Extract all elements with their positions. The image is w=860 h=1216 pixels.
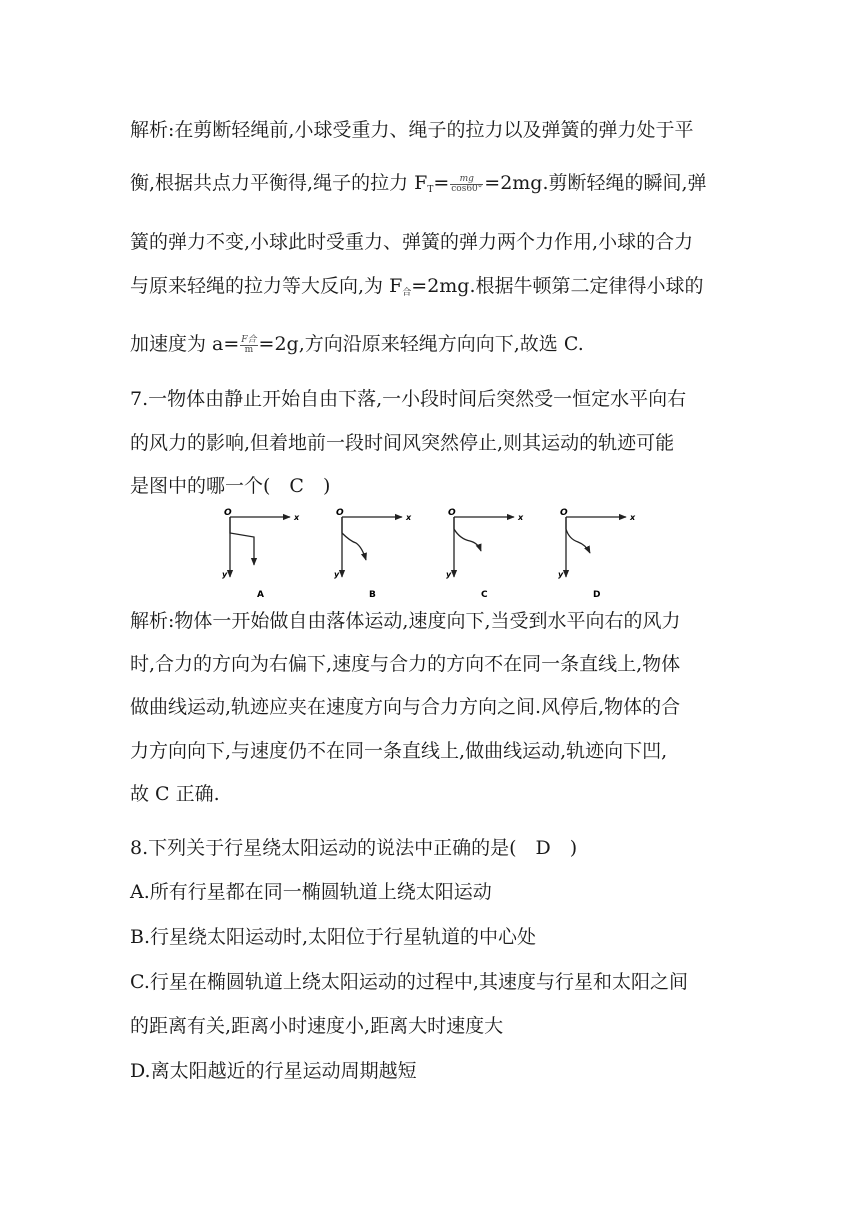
option-label-d: D <box>593 590 601 600</box>
text-segment: =2g,方向沿原来轻绳方向向下,故选 C. <box>258 333 584 355</box>
analysis-6-line-3: 簧的弹力不变,小球此时受重力、弹簧的弹力两个力作用,小球的合力 <box>130 231 694 253</box>
origin-label: O <box>336 508 344 518</box>
text-segment: =2mg.剪断轻绳的瞬间,弹 <box>484 172 707 194</box>
x-axis-label: x <box>294 513 300 522</box>
analysis-7-line-4: 力方向向下,与速度仍不在同一条直线上,做曲线运动,轨迹向下凹, <box>130 740 668 762</box>
question-7-line-3: 是图中的哪一个( C ) <box>130 475 331 497</box>
question-7-line-2: 的风力的影响,但着地前一段时间风突然停止,则其运动的轨迹可能 <box>130 432 675 454</box>
y-axis-label: y <box>558 570 564 579</box>
trajectory <box>230 517 254 565</box>
trajectory-figures <box>210 505 636 605</box>
analysis-7-line-5: 故 C 正确. <box>130 783 220 805</box>
analysis-7-line-2: 时,合力的方向为右偏下,速度与合力的方向不在同一条直线上,物体 <box>130 653 681 675</box>
text-segment: 加速度为 a= <box>130 333 240 355</box>
subscript-t: T <box>427 185 434 195</box>
option-label-b: B <box>369 590 376 600</box>
analysis-7-line-3: 做曲线运动,轨迹应夹在速度方向与合力方向之间.风停后,物体的合 <box>130 696 681 718</box>
option-b: B.行星绕太阳运动时,太阳位于行星轨道的中心处 <box>130 926 537 948</box>
equals-sign: = <box>433 172 450 194</box>
text-segment: =2mg.根据牛顿第二定律得小球的 <box>411 275 704 297</box>
option-d: D.离太阳越近的行星运动周期越短 <box>130 1060 417 1082</box>
origin-label: O <box>448 508 456 518</box>
y-axis-label: y <box>446 570 452 579</box>
x-axis-label: x <box>406 513 412 522</box>
option-c-line-1: C.行星在椭圆轨道上绕太阳运动的过程中,其速度与行星和太阳之间 <box>130 971 688 993</box>
fraction-numerator: F合 <box>241 334 257 345</box>
analysis-6-line-5 <box>130 332 584 356</box>
fraction-f-over-m <box>240 336 257 355</box>
analysis-7-line-1: 解析:物体一开始做自由落体运动,速度向下,当受到水平向右的风力 <box>130 610 681 632</box>
question-8-stem: 8.下列关于行星绕太阳运动的说法中正确的是( D ) <box>130 837 578 859</box>
analysis-6-line-4 <box>130 274 704 305</box>
text-segment: 与原来轻绳的拉力等大反向,为 F <box>130 275 403 297</box>
fraction-mg-cos60 <box>450 175 483 194</box>
y-axis-label: y <box>222 570 228 579</box>
y-axis-label: y <box>334 570 340 579</box>
x-axis-label: x <box>630 513 636 522</box>
fraction-denominator: m <box>244 344 254 355</box>
trajectory <box>454 517 481 551</box>
figure-c <box>446 508 524 600</box>
fraction-denominator: cos60° <box>451 183 483 194</box>
x-axis-label: x <box>518 513 524 522</box>
trajectory <box>566 517 590 553</box>
trajectory <box>342 517 366 560</box>
option-label-c: C <box>481 590 488 600</box>
figure-b <box>334 508 412 600</box>
subscript-he: 合 <box>402 288 412 298</box>
analysis-6-line-1: 解析:在剪断轻绳前,小球受重力、绳子的拉力以及弹簧的弹力处于平 <box>130 119 694 141</box>
text-segment: 衡,根据共点力平衡得,绳子的拉力 F <box>130 172 428 194</box>
option-label-a: A <box>257 590 264 600</box>
question-7-line-1: 7.一物体由静止开始自由下落,一小段时间后突然受一恒定水平向右 <box>130 388 687 410</box>
origin-label: O <box>224 508 232 518</box>
fraction-numerator: mg <box>450 175 483 185</box>
analysis-6-line-2 <box>130 171 707 202</box>
figure-d <box>558 508 636 600</box>
figure-a <box>222 508 300 600</box>
option-a: A.所有行星都在同一椭圆轨道上绕太阳运动 <box>130 881 492 903</box>
origin-label: O <box>560 508 568 518</box>
option-c-line-2: 的距离有关,距离小时速度小,距离大时速度大 <box>130 1015 504 1037</box>
